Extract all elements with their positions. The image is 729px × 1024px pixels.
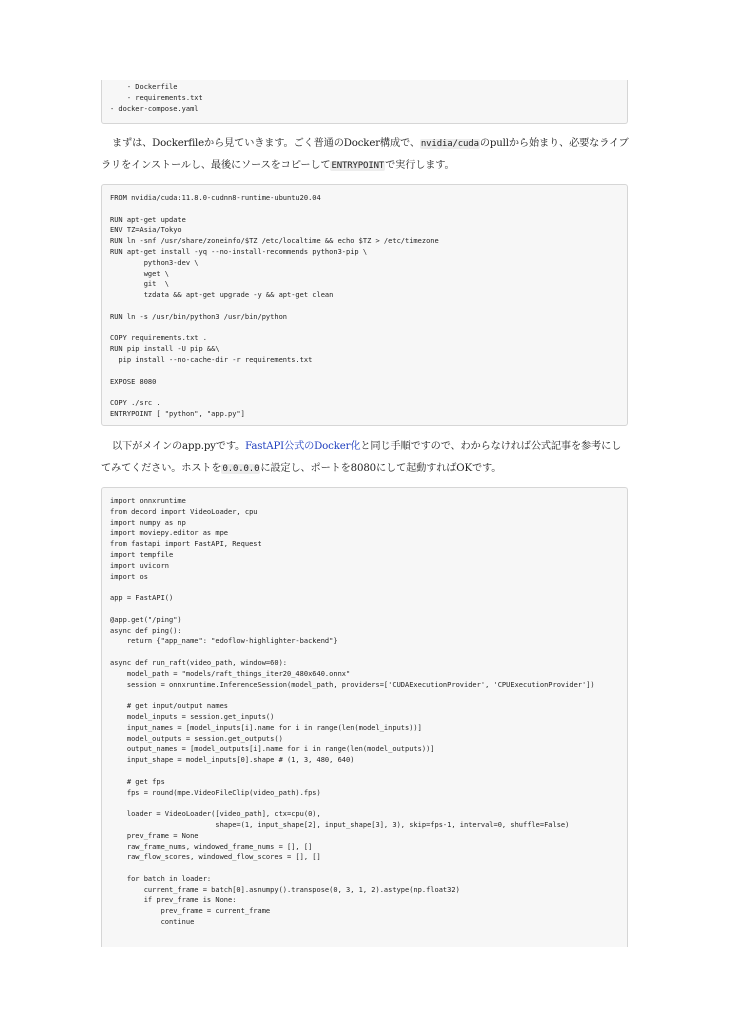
code-text: import onnxruntime from decord import VideoLoader, cpu import numpy as np import moviepy.editor as mpe from fastapi import FastAPI, Request import tempfile import uvicorn import os app = FastAPI() @app.get("/ping") async def ping(): return {"app_name": "edoflow-highlighter-backend"} async def run_raft(video_path, window=60): model_path = "models/raft_things_iter20_480x640.onnx" session = onnxruntime.InferenceSession(model_path, providers=['CUDAExecutionProvider', 'CPUExecutionProvider']) # get input/output names model_inputs = session.get_inputs() input_names = [model_inputs[i].name for i in range(len(model_inputs))] model_outputs = session.get_outputs() output_names = [model_outputs[i].name for i in range(len(model_outputs))] input_shape = model_inputs[0].shape # (1, 3, 480, 640) # get fps fps = round(mpe.VideoFileClip(video_path).fps) loader = VideoLoader([video_path], ctx=cpu(0), shape=(1, input_shape[2], input_shape[3], 3), skip=fps-1, interval=0, shuffle=False) prev_frame = None raw_frame_nums, windowed_frame_nums = [], [] raw_flow_scores, windowed_flow_scores = [], [] for batch in loader: current_frame = batch[0].asnumpy().transpose(0, 3, 1, 2).astype(np.float32) if prev_frame is None: prev_frame = current_frame continue — [110, 497, 595, 927]
inline-code-entrypoint: ENTRYPOINT — [331, 161, 385, 171]
inline-code-nvidia-cuda: nvidia/cuda — [420, 139, 479, 149]
paragraph-text: と同じ手順ですので、わからなければ公式記事を参考にしてみてください。ホストを — [101, 441, 622, 474]
paragraph-text: 以下がメインのapp.pyです。 — [112, 441, 246, 452]
code-block-file-tree — [101, 80, 628, 124]
code-text: - Dockerfile - requirements.txt - docker-compose.yaml — [110, 83, 203, 113]
code-block-app-py — [101, 487, 628, 947]
code-block-dockerfile — [101, 184, 628, 426]
paragraph-app-py-intro — [101, 436, 631, 480]
fastapi-docker-link[interactable]: FastAPI公式のDocker化 — [245, 441, 361, 452]
paragraph-text: まずは、Dockerfileから見ていきます。ごく普通のDocker構成で、 — [112, 138, 420, 149]
code-text: FROM nvidia/cuda:11.8.0-cudnn8-runtime-ubuntu20.04 RUN apt-get update ENV TZ=Asia/Tokyo RUN ln -snf /usr/share/zoneinfo/$TZ /etc/localtime && echo $TZ > /etc/timezone RUN apt-get install -yq --no-install-recommends python3-pip \ python3-dev \ wget \ git \ tzdata && apt-get upgrade -y && apt-get clean RUN ln -s /usr/bin/python3 /usr/bin/python COPY requirements.txt . RUN pip install -U pip &&\ pip install --no-cache-dir -r requirements.txt EXPOSE 8080 COPY ./src . ENTRYPOINT [ "python", "app.py"] — [110, 194, 439, 418]
paragraph-text: のpullから始まり、必要なライブラリをインストールし、最後にソースをコピーして — [101, 138, 629, 171]
inline-code-host: 0.0.0.0 — [222, 464, 260, 474]
paragraph-text: に設定し、ポートを8080にして起動すればOKです。 — [260, 463, 502, 474]
paragraph-dockerfile-intro — [101, 133, 631, 177]
paragraph-text: で実行します。 — [385, 160, 455, 171]
